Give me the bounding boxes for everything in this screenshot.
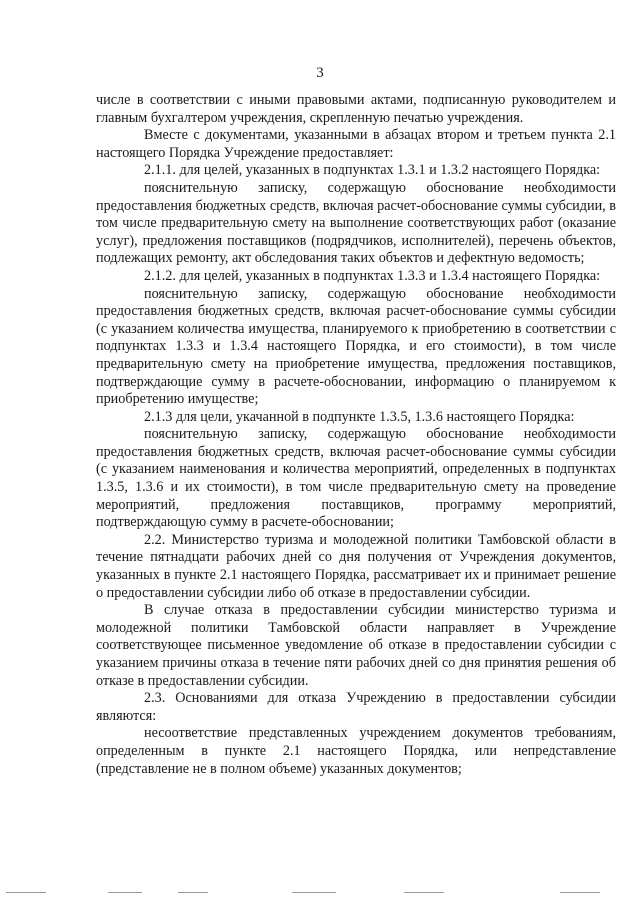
scan-artifact-line [560,892,600,893]
scan-artifact-line [178,892,208,893]
paragraph-2-1-2-body: пояснительную записку, содержащую обоснование необходимости предоставления бюджетных средств, включая расчет-обоснование суммы субсидии (с указанием количества имущества, планируемого к приобретению в соответствии с подпунктах 1.3.3 и 1.3.4 настоящего Порядка, и его стоимости), в том числе предварительную смету на приобретение имущества, предложения поставщиков, подтверждающие сумму в расчете-обосновании, информацию о планируемом к приобретению имуществе; [96,285,616,408]
paragraph-refusal-notice: В случае отказа в предоставлении субсидии министерство туризма и молодежной политики Тамбовской области направляет в Учреждение соответствующее письменное уведомление об отказе в предоставлении субсидии с указанием причины отказа в течение пяти рабочих дней со дня принятия решения об отказе в предоставлении субсидии. [96,602,616,689]
paragraph-2-1-3-body: пояснительную записку, содержащую обоснование необходимости предоставления бюджетных средств, включая расчет-обоснование суммы субсидии (с указанием наименования и количества мероприятий, определенных в подпунктах 1.3.5, 1.3.6 и их стоимости), в том числе предварительную смету на проведение мероприятий, предложения поставщиков, программу мероприятий, подтверждающую сумму в расчете-обосновании; [96,426,616,531]
scan-artifact-line [292,892,336,893]
paragraph-2-1-2-heading: 2.1.2. для целей, указанных в подпунктах 1.3.3 и 1.3.4 настоящего Порядка: [144,267,601,284]
paragraph-2-1-1-heading: 2.1.1. для целей, указанных в подпунктах 1.3.1 и 1.3.2 настоящего Порядка: [144,162,601,179]
scan-artifact-line [6,892,46,893]
paragraph-continuation: числе в соответствии с иными правовыми актами, подписанную руководителем и главным бухгалтером учреждения, скрепленную печатью учреждения. [96,92,616,126]
paragraph-2-1-1-body: пояснительную записку, содержащую обоснование необходимости предоставления бюджетных средств, включая расчет-обоснование суммы субсидии, в том числе предварительную смету на выполнение соответствующих работ (оказание услуг), предложения поставщиков (подрядчиков, исполнителей), перечень объектов, подлежащих ремонту, акт обследования таких объектов и дефектную ведомость; [96,179,616,267]
scan-artifact-line [108,892,142,893]
document-body [96,92,616,778]
paragraph-documents-intro: Вместе с документами, указанными в абзацах втором и третьем пункта 2.1 настоящего Порядка Учреждение предоставляет: [96,127,616,161]
paragraph-2-3-reason-1: несоответствие представленных учреждением документов требованиям, определенным в пункте 2.1 настоящего Порядка, или непредставление (представление не в полном объеме) указанных документов; [96,725,616,777]
paragraph-2-2: 2.2. Министерство туризма и молодежной политики Тамбовской области в течение пятнадцати рабочих дней со дня получения от Учреждения документов, указанных в пункте 2.1 настоящего Порядка, рассматривает их и принимает решение о предоставлении субсидии либо об отказе в предоставлении субсидии. [96,531,616,601]
paragraph-2-1-3-heading: 2.1.3 для цели, укачанной в подпункте 1.3.5, 1.3.6 настоящего Порядка: [144,408,575,425]
page-number: 3 [316,65,324,81]
scan-artifact-line [404,892,444,893]
paragraph-2-3-heading: 2.3. Основаниями для отказа Учреждению в предоставлении субсидии являются: [96,690,616,724]
